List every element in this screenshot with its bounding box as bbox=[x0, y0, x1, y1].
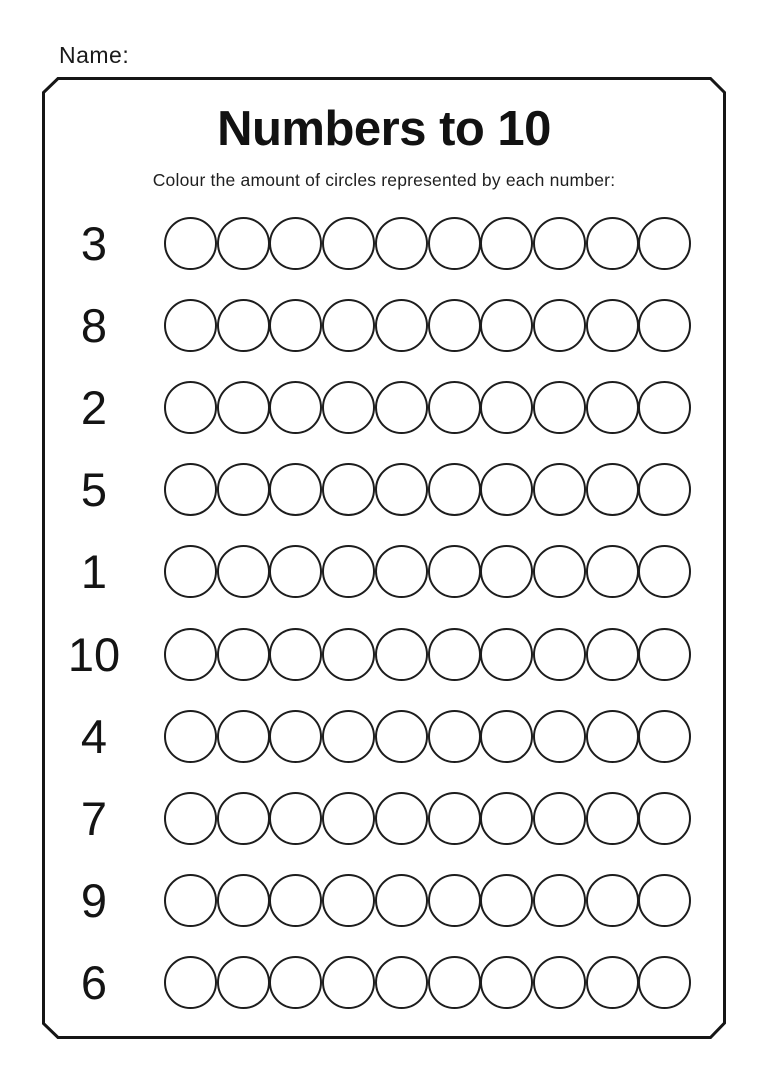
colour-circle[interactable] bbox=[217, 217, 270, 270]
colour-circle[interactable] bbox=[164, 792, 217, 845]
colour-circle[interactable] bbox=[586, 710, 639, 763]
colour-circle[interactable] bbox=[533, 710, 586, 763]
colour-circle[interactable] bbox=[375, 874, 428, 927]
colour-circle[interactable] bbox=[269, 628, 322, 681]
colour-circle[interactable] bbox=[375, 710, 428, 763]
colour-circle[interactable] bbox=[428, 381, 481, 434]
colour-circle[interactable] bbox=[375, 217, 428, 270]
colour-circle[interactable] bbox=[638, 217, 691, 270]
colour-circle[interactable] bbox=[375, 792, 428, 845]
colour-circle[interactable] bbox=[586, 381, 639, 434]
colour-circle[interactable] bbox=[428, 299, 481, 352]
colour-circle[interactable] bbox=[217, 792, 270, 845]
colour-circle[interactable] bbox=[480, 463, 533, 516]
colour-circle[interactable] bbox=[638, 874, 691, 927]
colour-circle[interactable] bbox=[164, 463, 217, 516]
colour-circle[interactable] bbox=[269, 874, 322, 927]
circle-row bbox=[164, 956, 691, 1009]
colour-circle[interactable] bbox=[322, 710, 375, 763]
worksheet-row bbox=[0, 873, 768, 929]
colour-circle[interactable] bbox=[428, 217, 481, 270]
row-number: 1 bbox=[80, 545, 108, 599]
colour-circle[interactable] bbox=[164, 299, 217, 352]
colour-circle[interactable] bbox=[480, 381, 533, 434]
worksheet-row bbox=[0, 297, 768, 353]
colour-circle[interactable] bbox=[375, 463, 428, 516]
colour-circle[interactable] bbox=[375, 628, 428, 681]
colour-circle[interactable] bbox=[586, 299, 639, 352]
colour-circle[interactable] bbox=[217, 956, 270, 1009]
colour-circle[interactable] bbox=[638, 956, 691, 1009]
worksheet-row bbox=[0, 955, 768, 1011]
colour-circle[interactable] bbox=[480, 545, 533, 598]
page-title: Numbers to 10 bbox=[217, 102, 551, 156]
colour-circle[interactable] bbox=[375, 956, 428, 1009]
circle-row bbox=[164, 545, 691, 598]
colour-circle[interactable] bbox=[269, 463, 322, 516]
colour-circle[interactable] bbox=[217, 381, 270, 434]
worksheet-row bbox=[0, 544, 768, 600]
colour-circle[interactable] bbox=[217, 874, 270, 927]
row-number: 6 bbox=[80, 956, 108, 1010]
colour-circle[interactable] bbox=[480, 874, 533, 927]
colour-circle[interactable] bbox=[217, 463, 270, 516]
row-number: 4 bbox=[80, 709, 108, 763]
colour-circle[interactable] bbox=[586, 463, 639, 516]
colour-circle[interactable] bbox=[533, 956, 586, 1009]
colour-circle[interactable] bbox=[375, 545, 428, 598]
worksheet-row bbox=[0, 215, 768, 271]
colour-circle[interactable] bbox=[164, 381, 217, 434]
colour-circle[interactable] bbox=[428, 956, 481, 1009]
circle-row bbox=[164, 463, 691, 516]
circle-row bbox=[164, 299, 691, 352]
colour-circle[interactable] bbox=[533, 299, 586, 352]
colour-circle[interactable] bbox=[533, 792, 586, 845]
colour-circle[interactable] bbox=[164, 710, 217, 763]
colour-circle[interactable] bbox=[586, 217, 639, 270]
colour-circle[interactable] bbox=[269, 545, 322, 598]
row-number: 3 bbox=[80, 216, 108, 270]
colour-circle[interactable] bbox=[269, 381, 322, 434]
row-number: 8 bbox=[80, 298, 108, 352]
colour-circle[interactable] bbox=[322, 545, 375, 598]
colour-circle[interactable] bbox=[533, 545, 586, 598]
colour-circle[interactable] bbox=[322, 217, 375, 270]
colour-circle[interactable] bbox=[322, 874, 375, 927]
colour-circle[interactable] bbox=[428, 710, 481, 763]
colour-circle[interactable] bbox=[428, 792, 481, 845]
colour-circle[interactable] bbox=[217, 710, 270, 763]
colour-circle[interactable] bbox=[638, 463, 691, 516]
colour-circle[interactable] bbox=[480, 792, 533, 845]
colour-circle[interactable] bbox=[586, 792, 639, 845]
colour-circle[interactable] bbox=[480, 710, 533, 763]
worksheet-row bbox=[0, 708, 768, 764]
colour-circle[interactable] bbox=[428, 545, 481, 598]
colour-circle[interactable] bbox=[322, 628, 375, 681]
colour-circle[interactable] bbox=[586, 545, 639, 598]
colour-circle[interactable] bbox=[269, 792, 322, 845]
colour-circle[interactable] bbox=[269, 299, 322, 352]
colour-circle[interactable] bbox=[269, 956, 322, 1009]
row-number: 5 bbox=[80, 463, 108, 517]
colour-circle[interactable] bbox=[533, 874, 586, 927]
circle-row bbox=[164, 874, 691, 927]
colour-circle[interactable] bbox=[638, 792, 691, 845]
colour-circle[interactable] bbox=[480, 628, 533, 681]
colour-circle[interactable] bbox=[217, 299, 270, 352]
colour-circle[interactable] bbox=[586, 874, 639, 927]
colour-circle[interactable] bbox=[638, 628, 691, 681]
row-number: 2 bbox=[80, 380, 108, 434]
colour-circle[interactable] bbox=[480, 956, 533, 1009]
circle-row bbox=[164, 628, 691, 681]
colour-circle[interactable] bbox=[269, 710, 322, 763]
colour-circle[interactable] bbox=[533, 381, 586, 434]
colour-circle[interactable] bbox=[638, 381, 691, 434]
worksheet-row bbox=[0, 462, 768, 518]
colour-circle[interactable] bbox=[269, 217, 322, 270]
colour-circle[interactable] bbox=[638, 710, 691, 763]
circle-row bbox=[164, 710, 691, 763]
colour-circle[interactable] bbox=[638, 299, 691, 352]
colour-circle[interactable] bbox=[375, 299, 428, 352]
colour-circle[interactable] bbox=[164, 628, 217, 681]
colour-circle[interactable] bbox=[322, 956, 375, 1009]
colour-circle[interactable] bbox=[428, 463, 481, 516]
colour-circle[interactable] bbox=[638, 545, 691, 598]
worksheet-row bbox=[0, 379, 768, 435]
colour-circle[interactable] bbox=[164, 874, 217, 927]
colour-circle[interactable] bbox=[322, 381, 375, 434]
colour-circle[interactable] bbox=[480, 299, 533, 352]
page-instructions: Colour the amount of circles represented by each number: bbox=[152, 170, 616, 190]
colour-circle[interactable] bbox=[586, 628, 639, 681]
colour-circle[interactable] bbox=[164, 956, 217, 1009]
colour-circle[interactable] bbox=[586, 956, 639, 1009]
colour-circle[interactable] bbox=[322, 463, 375, 516]
colour-circle[interactable] bbox=[164, 545, 217, 598]
colour-circle[interactable] bbox=[164, 217, 217, 270]
colour-circle[interactable] bbox=[375, 381, 428, 434]
colour-circle[interactable] bbox=[428, 874, 481, 927]
colour-circle[interactable] bbox=[480, 217, 533, 270]
colour-circle[interactable] bbox=[428, 628, 481, 681]
circle-row bbox=[164, 381, 691, 434]
colour-circle[interactable] bbox=[217, 545, 270, 598]
colour-circle[interactable] bbox=[217, 628, 270, 681]
colour-circle[interactable] bbox=[533, 628, 586, 681]
colour-circle[interactable] bbox=[533, 463, 586, 516]
circle-row bbox=[164, 792, 691, 845]
colour-circle[interactable] bbox=[533, 217, 586, 270]
colour-circle[interactable] bbox=[322, 792, 375, 845]
colour-circle[interactable] bbox=[322, 299, 375, 352]
row-number: 10 bbox=[67, 627, 121, 681]
worksheet-row bbox=[0, 626, 768, 682]
worksheet-row bbox=[0, 790, 768, 846]
row-number: 9 bbox=[80, 874, 108, 928]
circle-row bbox=[164, 217, 691, 270]
name-label: Name: bbox=[59, 42, 130, 68]
row-number: 7 bbox=[80, 791, 108, 845]
